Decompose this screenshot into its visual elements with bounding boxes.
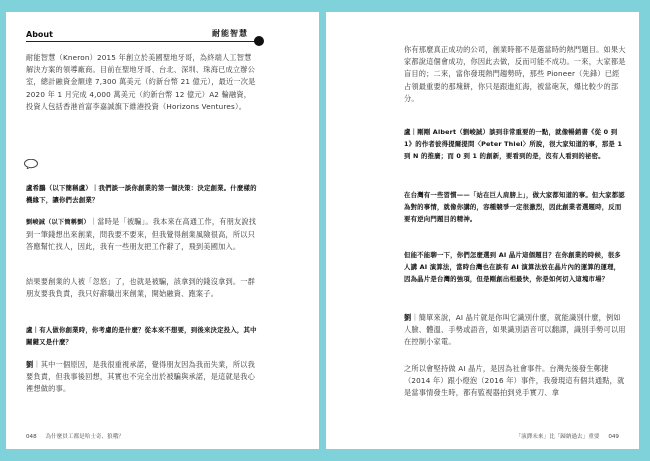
- right-page: [326, 12, 639, 449]
- answer-1-continued: 結果要創業的人被「忽悠」了，也就是被騙，該拿到的錢沒拿到。一群朋友要我負責，我只好辭職出來創業，開始融資、跑案子。: [26, 277, 256, 299]
- answer-text: 當時是「被騙」。我本來在高通工作，有朋友說找到一筆錢想出來創業，問我要不要來，但我覺得創業風險很高，所以只答應幫忙找人，因此，我有一些朋友把工作辭了，飛到美國加入。: [26, 217, 257, 252]
- speaker-label: 劉: [26, 360, 34, 369]
- chapter-quote: 「演繹未來」比「歸納過去」重要: [515, 434, 600, 440]
- question-1: 盧希鵬（以下簡稱盧）｜我們談一談你創業的第一個決策：決定創業。什麼樣的機緣下，讓你們去創業？: [26, 184, 257, 204]
- speaker-label: 盧: [404, 128, 411, 136]
- answer-2: 劉｜其中一個原因，是我很重視承諾，覺得朋友因為我而失業，所以我要負責，但我事後回想，其實也不完全出於被騙與承諾，是這就是我心裡想做的事。: [26, 360, 256, 394]
- header-section-title: 耐能智慧: [212, 29, 248, 38]
- right-footer: [516, 432, 620, 440]
- speaker-label: 盧希鵬（以下簡稱盧）: [26, 184, 92, 192]
- answer-text: 其中一個原因，是我很重視承諾，覺得朋友因為我而失業，所以我要負責，但我事後回想，其實也不完全出於被騙與承諾，是這就是我心裡想做的事。: [26, 360, 256, 394]
- paragraph-1: 你有那麼真正成功的公司，創業時都不是選當時的熱門題目。如果大家都說這個會成功，你因此去做，反而可能不成功。一來，大家都是盲目的；二來，當你發現熱門趨勢時，那些 Pioneer（先鋒）已經占領最重要的那塊餅，你只是跟進紅海，被當砲灰，爆比較少的部分。: [404, 45, 626, 103]
- speaker-label: 劉: [404, 313, 412, 322]
- question-4: 但能不能聊一下，你們怎麼選到 AI 晶片這個題目？在你創業的時候，很多人講 AI 演算法，當時台灣也在談有 AI 演算法放在晶片內的運算的運理，因為晶片是台灣的強項，但是剛創出相最快，你是如何切入這塊市場？: [404, 251, 621, 283]
- speech-bubble-icon: [24, 159, 38, 169]
- page-header: [26, 26, 256, 42]
- book-title: 為什麼員工都是哈士奇、狼哦？: [45, 434, 124, 440]
- question-text: 有人做你創業時，你考慮的是什麼？從本來不想要，到後來決定投入，其中關鍵又是什麼？: [26, 326, 257, 346]
- speaker-label: 劉峻誠（以下簡稱劉）: [26, 219, 90, 226]
- header-label: About: [26, 30, 53, 39]
- answer-1: 劉峻誠（以下簡稱劉）｜當時是「被騙」。我本來在高通工作，有朋友說找到一筆錢想出來創業，問我要不要來，但我覺得創業風險很高，所以只答應幫忙找人，因此，我有一些朋友把工作辭了，飛到美國加入。: [26, 217, 257, 252]
- answer-3: 劉｜簡單來說，AI 晶片就是你叫它識別什麼，就能識別什麼，例如人臉、體溫、手勢或語音，如果識別語音可以翻譯，識別手勢可以用在控制小家電。: [404, 313, 626, 347]
- speaker-label: 盧: [26, 326, 33, 334]
- left-page: [6, 12, 319, 449]
- question-2: 盧｜有人做你創業時，你考慮的是什麼？從本來不想要，到後來決定投入，其中關鍵又是什麼？: [26, 326, 257, 346]
- question-text: 剛剛 Albert（劉峻誠）談到非常重要的一點，就像暢銷書《從 0 到 1》的作者彼得提爾提問〈Peter Thiel〉所說，很大家知道的事，那是 1 到 N 的推廣；而 0 到 1 的創新，要看到的是，沒有人看到的祕密。: [404, 128, 623, 160]
- left-footer: [26, 432, 124, 440]
- answer-text: 簡單來說，AI 晶片就是你叫它識別什麼，就能識別什麼，例如人臉、體溫、手勢或語音，如果識別語音可以翻譯，識別手勢可以用在控制小家電。: [404, 313, 626, 347]
- section-dot-icon: [254, 36, 264, 46]
- question-text: 我們談一談你創業的第一個決策：決定創業。什麼樣的機緣下，讓你們去創業？: [26, 184, 257, 204]
- question-3-continued: 在台灣有一些習慣——「站在巨人肩膀上」，做大家都知道的事。但大家都認為對的事情，就像你講的，容種競爭一定很激烈，因此創業者選題時，反而要有逆向門題目的精神。: [404, 191, 625, 223]
- company-intro: 耐能智慧（Kneron）2015 年創立於美國聖地牙哥，為終端人工智慧解決方案的領導廠商。目前在聖地牙哥、台北、深圳、珠海已成立辦公室，總計融資金額達 7,300 萬美元（約新台幣 21 億元），最近一次是 2020 年 1 月完成 4,000 萬美元（約新台幣 12 億元）A2 輪融資，投資人包括香港首富李嘉誠旗下維港投資（Horizons Ventures）。: [26, 53, 256, 111]
- page-number: 048: [26, 434, 37, 440]
- page-number: 049: [608, 434, 619, 440]
- question-3: 盧｜剛剛 Albert（劉峻誠）談到非常重要的一點，就像暢銷書《從 0 到 1》的作者彼得提爾提問〈Peter Thiel〉所說，很大家知道的事，那是 1 到 N 的推廣；而 0 到 1 的創新，要看到的是，沒有人看到的祕密。: [404, 128, 623, 160]
- paragraph-2: 之所以會堅持做 AI 晶片，是因為社會事件。台灣先後發生鄭捷（2014 年）跟小燈泡（2016 年）事件，我發現這有個共通點，就是當事情發生時，都有監視器拍到兇手實刀、拿: [404, 364, 625, 398]
